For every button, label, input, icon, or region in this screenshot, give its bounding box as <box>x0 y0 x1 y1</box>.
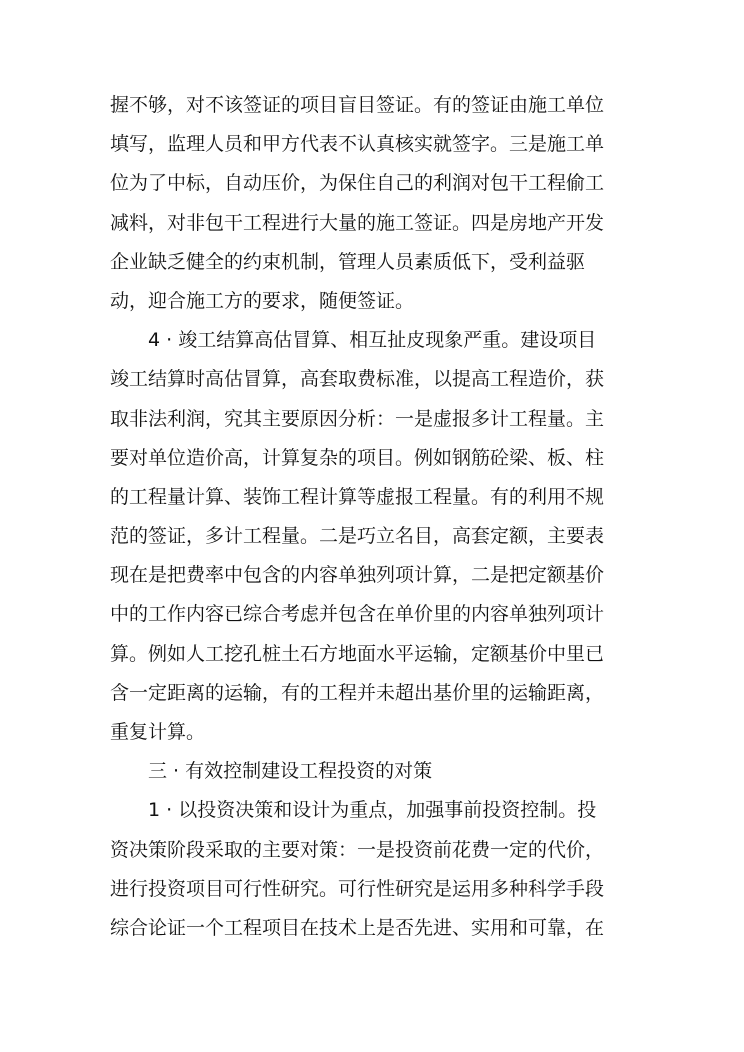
text-line: 重复计算。 <box>110 721 206 743</box>
text-line: 动，迎合施工方的要求，随便签证。 <box>110 289 415 312</box>
paragraph-first-line: 1 · 以投资决策和设计为重点，加强事前投资控制。投 <box>148 799 597 822</box>
text-line: 现在是把费率中包含的内容单独列项计算，二是把定额基价 <box>110 564 605 587</box>
text-line: 减料，对非包干工程进行大量的施工签证。四是房地产开发 <box>110 211 605 234</box>
paragraph-first-line: 4 · 竣工结算高估冒算、相互扯皮现象严重。建设项目 <box>148 329 597 352</box>
text-line: 的工程量计算、装饰工程计算等虚报工程量。有的利用不规 <box>110 485 605 508</box>
paragraph-first-line: 三 · 有效控制建设工程投资的对策 <box>148 760 433 783</box>
text-line: 填写，监理人员和甲方代表不认真核实就签字。三是施工单 <box>110 133 605 156</box>
text-line: 资决策阶段采取的主要对策：一是投资前花费一定的代价， <box>110 838 605 861</box>
text-line: 算。例如人工挖孔桩土石方地面水平运输，定额基价中里已 <box>110 642 605 665</box>
text-line: 含一定距离的运输，有的工程并未超出基价里的运输距离， <box>110 681 605 704</box>
text-line: 企业缺乏健全的约束机制，管理人员素质低下，受利益驱 <box>110 250 586 273</box>
text-line: 握不够，对不该签证的项目盲目签证。有的签证由施工单位 <box>110 94 605 116</box>
text-line: 竣工结算时高估冒算，高套取费标准，以提高工程造价，获 <box>110 368 605 391</box>
text-line: 取非法利润，究其主要原因分析：一是虚报多计工程量。主 <box>110 407 605 430</box>
body-text <box>110 86 640 948</box>
text-line: 要对单位造价高，计算复杂的项目。例如钢筋砼梁、板、柱 <box>110 446 605 469</box>
text-line: 范的签证，多计工程量。二是巧立名目，高套定额，主要表 <box>110 525 605 548</box>
text-line: 位为了中标，自动压价，为保住自己的利润对包干工程偷工 <box>110 172 605 195</box>
text-line: 进行投资项目可行性研究。可行性研究是运用多种科学手段 <box>110 877 605 900</box>
text-line: 中的工作内容已综合考虑并包含在单价里的内容单独列项计 <box>110 603 605 626</box>
text-line: 综合论证一个工程项目在技术上是否先进、实用和可靠，在 <box>110 916 605 939</box>
